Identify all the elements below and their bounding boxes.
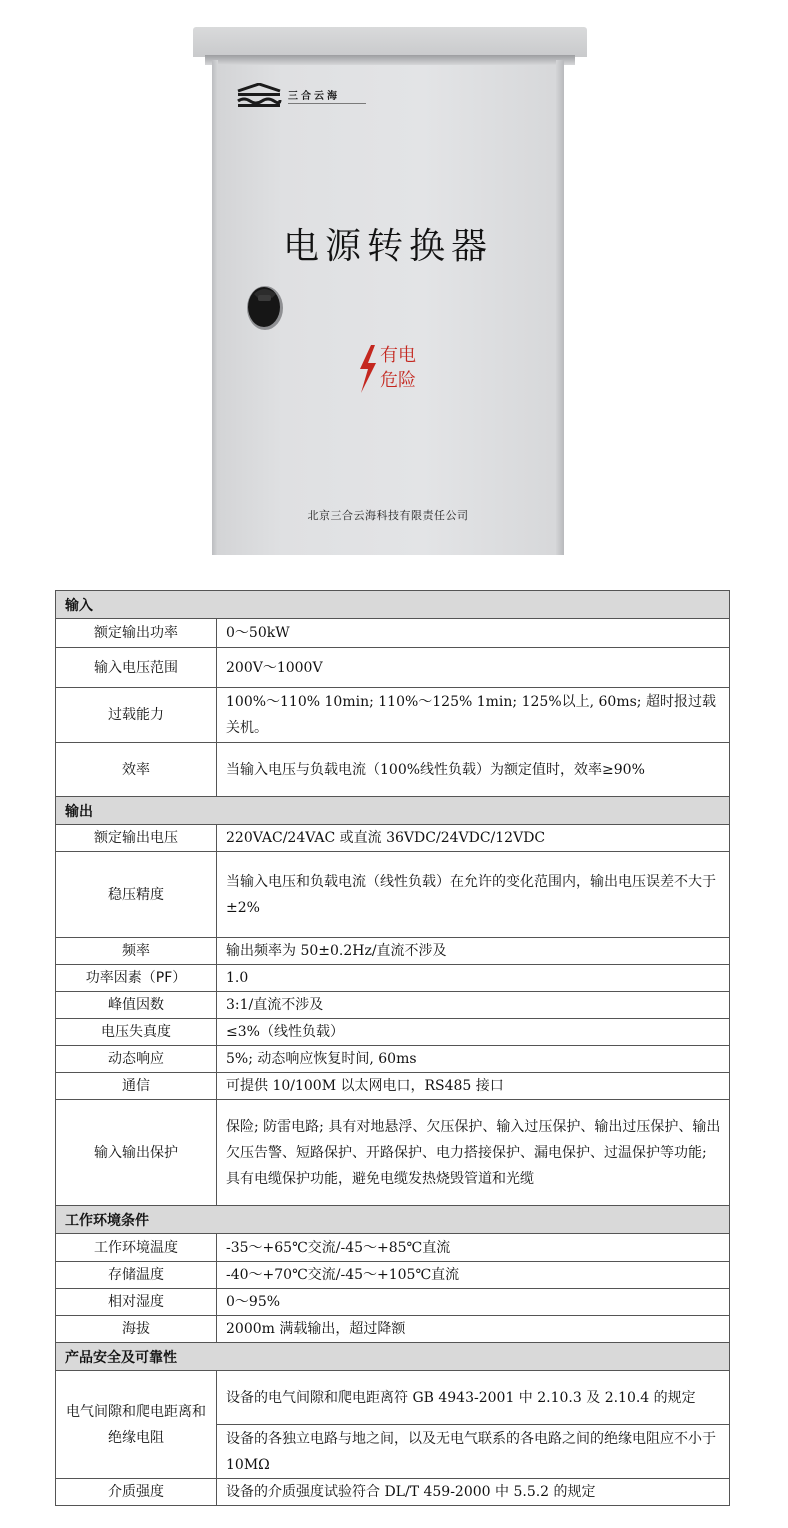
row-label: 介质强度 xyxy=(56,1479,217,1506)
section-header-row xyxy=(56,797,730,825)
cabinet-left-edge xyxy=(212,60,218,555)
row-label: 峰值因数 xyxy=(56,992,217,1019)
section-title: 输出 xyxy=(56,797,730,825)
row-label: 输入电压范围 xyxy=(56,648,217,688)
row-value: 0～95% xyxy=(217,1289,730,1316)
table-row xyxy=(56,1316,730,1343)
row-label: 电压失真度 xyxy=(56,1019,217,1046)
table-row xyxy=(56,965,730,992)
cabinet-hood-shadow xyxy=(205,55,575,65)
cabinet-rain-hood xyxy=(193,27,587,57)
brand-logo-underline xyxy=(288,103,366,106)
row-label: 效率 xyxy=(56,743,217,797)
section-header-row xyxy=(56,591,730,619)
row-value: 设备的电气间隙和爬电距离符 GB 4943-2001 中 2.10.3 及 2.10.4 的规定 xyxy=(217,1371,730,1425)
row-label: 通信 xyxy=(56,1073,217,1100)
row-value: 220VAC/24VAC 或直流 36VDC/24VDC/12VDC xyxy=(217,825,730,852)
product-photo xyxy=(0,0,788,570)
electric-hazard-sign xyxy=(357,343,437,395)
door-lock-icon xyxy=(246,280,284,332)
row-value: 保险; 防雷电路; 具有对地悬浮、欠压保护、输入过压保护、输出过压保护、输出欠压告警、短路保护、开路保护、电力搭接保护、漏电保护、过温保护等功能; 具有电缆保护功能，避免电缆发热烧毁管道和光缆 xyxy=(217,1100,730,1206)
row-value: 3:1/直流不涉及 xyxy=(217,992,730,1019)
section-title: 工作环境条件 xyxy=(56,1206,730,1234)
table-row xyxy=(56,938,730,965)
row-value: 2000m 满载输出，超过降额 xyxy=(217,1316,730,1343)
table-row xyxy=(56,1479,730,1506)
row-label: 海拔 xyxy=(56,1316,217,1343)
row-label: 相对湿度 xyxy=(56,1289,217,1316)
table-row xyxy=(56,1046,730,1073)
table-row xyxy=(56,1289,730,1316)
table-row xyxy=(56,619,730,648)
table-row xyxy=(56,1234,730,1262)
cabinet-title: 电源转换器 xyxy=(282,226,493,267)
row-label: 额定输出功率 xyxy=(56,619,217,648)
table-row xyxy=(56,743,730,797)
table-row xyxy=(56,852,730,938)
table-row xyxy=(56,825,730,852)
spec-table xyxy=(55,590,730,1506)
table-row xyxy=(56,1371,730,1425)
row-label: 存储温度 xyxy=(56,1262,217,1289)
table-row xyxy=(56,1262,730,1289)
section-title: 输入 xyxy=(56,591,730,619)
row-value: 200V～1000V xyxy=(217,648,730,688)
row-label: 稳压精度 xyxy=(56,852,217,938)
row-value: 1.0 xyxy=(217,965,730,992)
brand-logo-text: 三合云海 xyxy=(288,91,340,102)
row-label: 工作环境温度 xyxy=(56,1234,217,1262)
row-value: 5%; 动态响应恢复时间, 60ms xyxy=(217,1046,730,1073)
section-header-row xyxy=(56,1343,730,1371)
table-row xyxy=(56,992,730,1019)
cabinet-right-edge xyxy=(556,60,564,555)
row-value: -40～+70℃交流/-45～+105℃直流 xyxy=(217,1262,730,1289)
row-label: 频率 xyxy=(56,938,217,965)
table-row xyxy=(56,1100,730,1206)
row-value: 设备的各独立电路与地之间，以及无电气联系的各电路之间的绝缘电阻应不小于 10MΩ xyxy=(217,1425,730,1479)
row-label: 额定输出电压 xyxy=(56,825,217,852)
row-value: 0～50kW xyxy=(217,619,730,648)
row-label: 功率因素（PF） xyxy=(56,965,217,992)
section-header-row xyxy=(56,1206,730,1234)
row-value: 输出频率为 50±0.2Hz/直流不涉及 xyxy=(217,938,730,965)
row-label: 输入输出保护 xyxy=(56,1100,217,1206)
row-value: 100%～110% 10min; 110%～125% 1min; 125%以上, 60ms; 超时报过载关机。 xyxy=(217,688,730,743)
row-value: 当输入电压与负载电流（100%线性负载）为额定值时，效率≥90% xyxy=(217,743,730,797)
manufacturer-name: 北京三合云海科技有限责任公司 xyxy=(307,509,469,522)
row-value: 当输入电压和负载电流（线性负载）在允许的变化范围内，输出电压误差不大于±2% xyxy=(217,852,730,938)
brand-logo-icon xyxy=(236,83,282,109)
row-value: 可提供 10/100M 以太网电口，RS485 接口 xyxy=(217,1073,730,1100)
table-row xyxy=(56,688,730,743)
section-title: 产品安全及可靠性 xyxy=(56,1343,730,1371)
brand-logo xyxy=(236,83,376,113)
row-label: 电气间隙和爬电距离和绝缘电阻 xyxy=(56,1371,217,1479)
table-row xyxy=(56,1019,730,1046)
row-value: -35～+65℃交流/-45～+85℃直流 xyxy=(217,1234,730,1262)
row-value: ≤3%（线性负载） xyxy=(217,1019,730,1046)
row-label: 动态响应 xyxy=(56,1046,217,1073)
lightning-bolt-icon xyxy=(357,345,379,393)
row-label: 过载能力 xyxy=(56,688,217,743)
hazard-warning-text: 有电 危险 xyxy=(380,345,416,391)
row-value: 设备的介质强度试验符合 DL/T 459-2000 中 5.5.2 的规定 xyxy=(217,1479,730,1506)
table-row xyxy=(56,1073,730,1100)
table-row xyxy=(56,648,730,688)
